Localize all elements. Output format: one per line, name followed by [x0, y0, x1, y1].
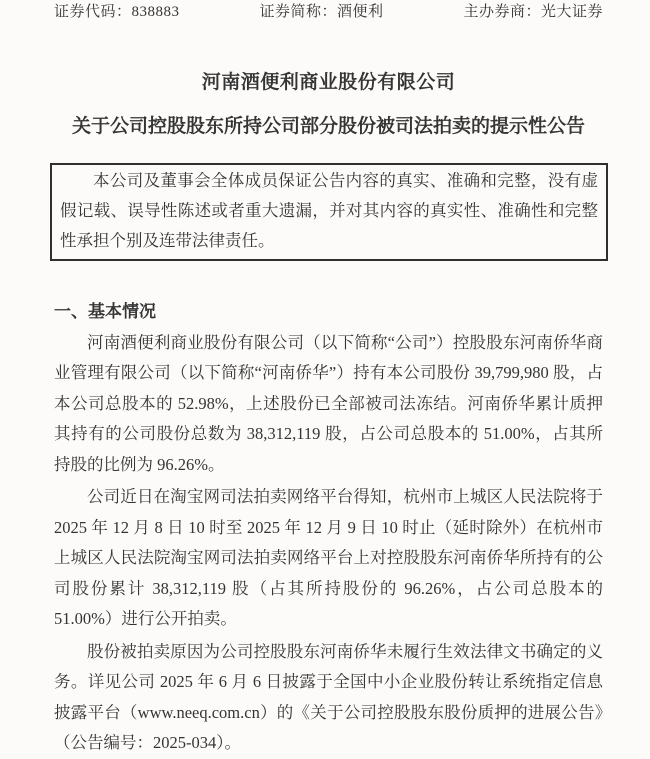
stock-code-label: 证券代码：: [54, 4, 132, 20]
disclaimer-box: 本公司及董事会全体成员保证公告内容的真实、准确和完整，没有虚假记载、误导性陈述或者重大遗漏，并对其内容的真实性、准确性和完整性承担个别及连带法律责任。: [50, 163, 608, 261]
section-heading-basic-info: 一、基本情况: [54, 302, 156, 321]
sponsor-broker-label: 主办券商：: [463, 4, 541, 20]
body-text: [54, 328, 603, 759]
stock-short-name-value: 酒便利: [336, 4, 384, 20]
stock-short-name-label: 证券简称：: [259, 4, 337, 20]
stock-short-name: [259, 3, 383, 21]
stock-code-value: 838883: [131, 4, 180, 20]
sponsor-broker-value: 光大证券: [540, 4, 603, 20]
paragraph-auction-reason: 股份被拍卖原因为公司控股股东河南侨华未履行生效法律文书确定的义务。详见公司 2025 年 6 月 6 日披露于全国中小企业股份转让系统指定信息披露平台（www.neeq.com.cn）的《关于公司控股股东股份质押的进展公告》（公告编号：2025-034）。: [54, 641, 603, 752]
announcement-title: 关于公司控股股东所持公司部分股份被司法拍卖的提示性公告: [71, 116, 585, 137]
stock-code: [54, 3, 180, 21]
company-name-title: 河南酒便利商业股份有限公司: [201, 72, 456, 93]
paragraph-shareholding-status: 河南酒便利商业股份有限公司（以下简称“公司”）控股股东河南侨华商业管理有限公司（以下简称“河南侨华”）持有本公司股份 39,799,980 股，占本公司总股本的 52.98%，上述股份已全部被司法冻结。河南侨华累计质押其持有的公司股份总数为 38,312,119 股，占公司总股本的 51.00%，占其所持股的比例为 96.26%。: [54, 332, 603, 474]
sponsor-broker: [463, 3, 603, 21]
securities-header: [54, 3, 603, 21]
paragraph-auction-details: 公司近日在淘宝网司法拍卖网络平台得知，杭州市上城区人民法院将于 2025 年 12 月 8 日 10 时至 2025 年 12 月 9 日 10 时止（延时除外）在杭州市上城区人民法院淘宝网司法拍卖网络平台上对控股股东河南侨华所持有的公司股份累计 38,312,119 股（占其所持股份的 96.26%，占公司总股本的 51.00%）进行公开拍卖。: [54, 487, 603, 628]
